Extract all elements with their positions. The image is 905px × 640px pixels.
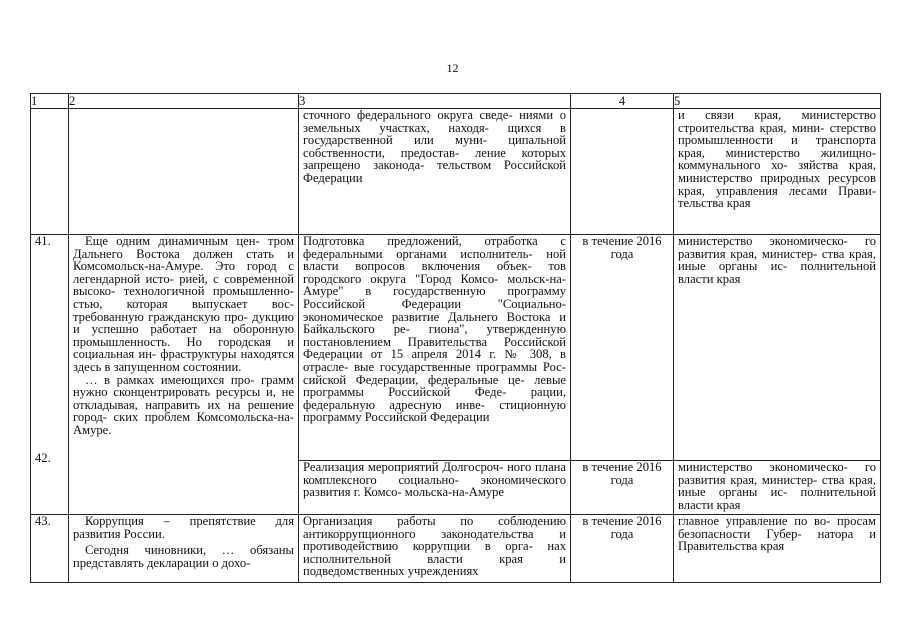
table-row (31, 109, 881, 235)
column-header-5: 5 (674, 94, 881, 109)
problem-cell (69, 235, 299, 515)
problem-paragraph: Сегодня чиновники, … обязаны представлять декларации о дохо- (73, 543, 294, 570)
measure-cell: Подготовка предложений, отработка с федеральными органами исполнитель- ной власти вопросов включения объек- тов городского округа "Город Комсо- мольск-на-Амуре" в государственную программу Российской Федерации "Социально-экономическое развитие Дальнего Востока и Байкальского ре- гиона", утвержденную постановлением Правительства Российской Федерации от 15 апреля 2014 г. № 308, в отрасле- вые государственные программы Рос- сийской Федерации, федеральные це- левые программы Российской Феде- рации, федеральную адресную инве- стиционную программу Российской Федерации (299, 235, 571, 461)
table-header-row (31, 94, 881, 109)
table-row (31, 235, 881, 461)
column-header-1: 1 (31, 94, 69, 109)
responsible-cell: министерство экономическо- го развития края, министер- ства края, иные органы ис- полнительной власти края (674, 461, 881, 515)
term-cell: в течение 2016 года (571, 461, 674, 515)
problem-paragraph: Еще одним динамичным цен- тром Дальнего Востока должен стать и Комсомольск-на-Амуре. Это город с легендарной исто- рией, с современной высоко- технологичной промышленно- стью, которая выпускает вос- требованную гражданскую про- дукцию и успешно работает на оборонную промышленность. Но городская и социальная ин- фраструктуры находятся здесь в запущенном состоянии. (73, 234, 294, 374)
row-number (31, 109, 69, 235)
measure-cell: сточного федерального округа сведе- ниями о земельных участках, находя- щихся в государственной или муни- ципальной собственности, предостав- ление которых запрещено законода- тельством Российской Федерации (299, 109, 571, 235)
measure-cell: Организация работы по соблюдению антикоррупционного законодательства и противодействию коррупции в орга- нах исполнительной власти края и подведомственных учреждениях (299, 515, 571, 583)
column-header-4: 4 (571, 94, 674, 109)
term-cell (571, 109, 674, 235)
plan-table (30, 93, 881, 583)
term-cell: в течение 2016 года (571, 515, 674, 583)
page-number: 12 (446, 61, 459, 75)
problem-paragraph: … в рамках имеющихся про- грамм нужно сконцентрировать ресурсы и, не откладывая, направить их на решение город- ских проблем Комсомольска-на- Амуре. (73, 372, 294, 437)
column-header-3: 3 (299, 94, 571, 109)
problem-cell (69, 515, 299, 583)
responsible-cell: главное управление по во- просам безопасности Губер- натора и Правительства края (674, 515, 881, 583)
row-number-42: 42. (35, 451, 51, 465)
responsible-cell: министерство экономическо- го развития края, министер- ства края, иные органы ис- полнительной власти края (674, 235, 881, 461)
problem-paragraph: Коррупция – препятствие для развития России. (73, 514, 294, 541)
row-number: 41. (31, 235, 69, 515)
measure-cell: Реализация мероприятий Долгосроч- ного плана комплексного социально- экономического развития г. Комсо- мольска-на-Амуре (299, 461, 571, 515)
term-cell: в течение 2016 года (571, 235, 674, 461)
problem-cell (69, 109, 299, 235)
responsible-cell: и связи края, министерство строительства края, мини- стерство промышленности и транспорта края, министерство жилищно-коммунального хо- зяйства края, министерство природных ресурсов края, управления лесами Прави- тельства края (674, 109, 881, 235)
table-row (31, 515, 881, 583)
row-number: 43. (31, 515, 69, 583)
column-header-2: 2 (69, 94, 299, 109)
